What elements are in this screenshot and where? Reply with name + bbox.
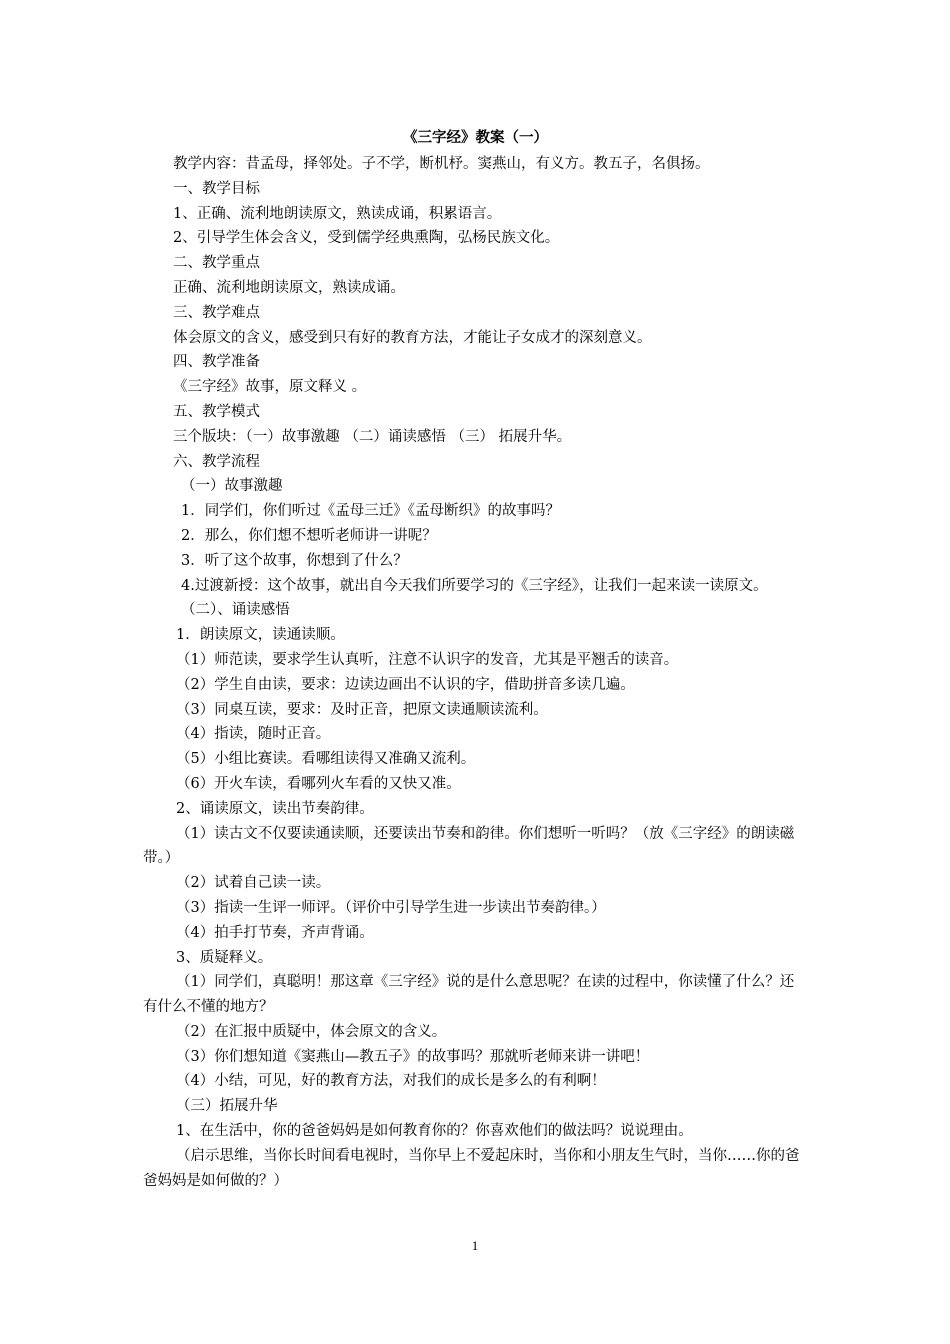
text-line: （4）指读，随时正音。 [176, 726, 331, 743]
document-title: 《三字经》教案（一） [403, 129, 548, 146]
text-line: （2）试着自己读一读。 [176, 875, 331, 892]
text-line: 1、正确、流利地朗读原文，熟读成诵，积累语言。 [173, 205, 502, 222]
text-line: 2、引导学生体会含义，受到儒学经典熏陶，弘杨民族文化。 [173, 230, 560, 247]
text-line: （2）学生自由读，要求：边读边画出不认识的字，借助拼音多读几遍。 [176, 676, 635, 693]
text-line: （4）拍手打节奏，齐声背诵。 [176, 924, 374, 941]
subsection-heading: （二）、诵读感悟 [181, 602, 290, 619]
text-line: 4.过渡新授：这个故事，就出自今天我们所要学习的《三字经》，让我们一起来读一读原文。 [181, 577, 768, 594]
text-line: 1．朗读原文，读通读顺。 [176, 627, 345, 644]
section-heading: 三、教学难点 [173, 304, 260, 321]
section-heading: 二、教学重点 [173, 255, 260, 272]
section-heading: 一、教学目标 [173, 180, 260, 197]
subsection-heading: 2、诵读原文，读出节奏韵律。 [176, 800, 374, 817]
text-line: 教学内容：昔孟母，择邻处。子不学，断机杼。窦燕山，有义方。教五子，名俱扬。 [173, 156, 710, 172]
text-line: （1）读古文不仅要读通读顺，还要读出节奏和韵律。你们想听一听吗？（放《三字经》的朗读磁带。） [143, 825, 795, 867]
text-line: （1）师范读，要求学生认真听，注意不认识字的发音，尤其是平翘舌的读音。 [176, 651, 679, 668]
section-heading: 五、教学模式 [173, 403, 260, 420]
section-heading: 四、教学准备 [173, 354, 260, 371]
text-line: 《三字经》故事，原文释义 。 [173, 379, 367, 396]
text-line: （3）指读一生评一师评。（评价中引导学生进一步读出节奏韵律。） [176, 899, 606, 916]
subsection-heading: （一）故事激趣 [181, 478, 283, 495]
text-line: （4）小结，可见，好的教育方法，对我们的成长是多么的有利啊！ [176, 1073, 606, 1090]
text-line: （6）开火车读，看哪列火车看的又快又准。 [176, 775, 461, 792]
text-line: 体会原文的含义，感受到只有好的教育方法，才能让子女成才的深刻意义。 [173, 329, 652, 346]
page-number: 1 [471, 1238, 479, 1253]
text-line: 三个版块：（一）故事激趣 （二）诵读感悟 （三） 拓展升华。 [173, 428, 572, 445]
text-line: 1．同学们，你们听过《孟母三迁》《孟母断织》的故事吗？ [181, 503, 560, 520]
text-line: 3．听了这个故事，你想到了什么？ [181, 552, 408, 569]
text-line: 2．那么，你们想不想听老师讲一讲呢？ [181, 527, 437, 544]
document-body [143, 127, 808, 1193]
text-line: （2）在汇报中质疑中，体会原文的含义。 [176, 1023, 447, 1040]
text-line: 1、在生活中，你的爸爸妈妈是如何教育你的？你喜欢他们的做法吗？说说理由。 [176, 1123, 693, 1140]
text-line: 正确、流利地朗读原文，熟读成诵。 [173, 279, 405, 296]
text-line: （3）你们想知道《窦燕山—教五子》的故事吗？那就听老师来讲一讲吧！ [176, 1048, 650, 1065]
text-line: （3）同桌互读，要求：及时正音，把原文读通顺读流利。 [176, 701, 548, 718]
text-line: （1）同学们，真聪明！那这章《三字经》说的是什么意思呢？在读的过程中，你读懂了什么？还有什么不懂的地方？ [143, 974, 795, 1016]
section-heading: 六、教学流程 [173, 453, 260, 470]
text-line: （5）小组比赛读。看哪组读得又准确又流利。 [176, 751, 476, 768]
subsection-heading: （三）拓展升华 [176, 1098, 278, 1115]
subsection-heading: 3、质疑释义。 [176, 949, 273, 966]
text-line: （启示思维，当你长时间看电视时，当你早上不爱起床时，当你和小朋友生气时，当你……你的爸爸妈妈是如何做的？） [143, 1147, 800, 1189]
